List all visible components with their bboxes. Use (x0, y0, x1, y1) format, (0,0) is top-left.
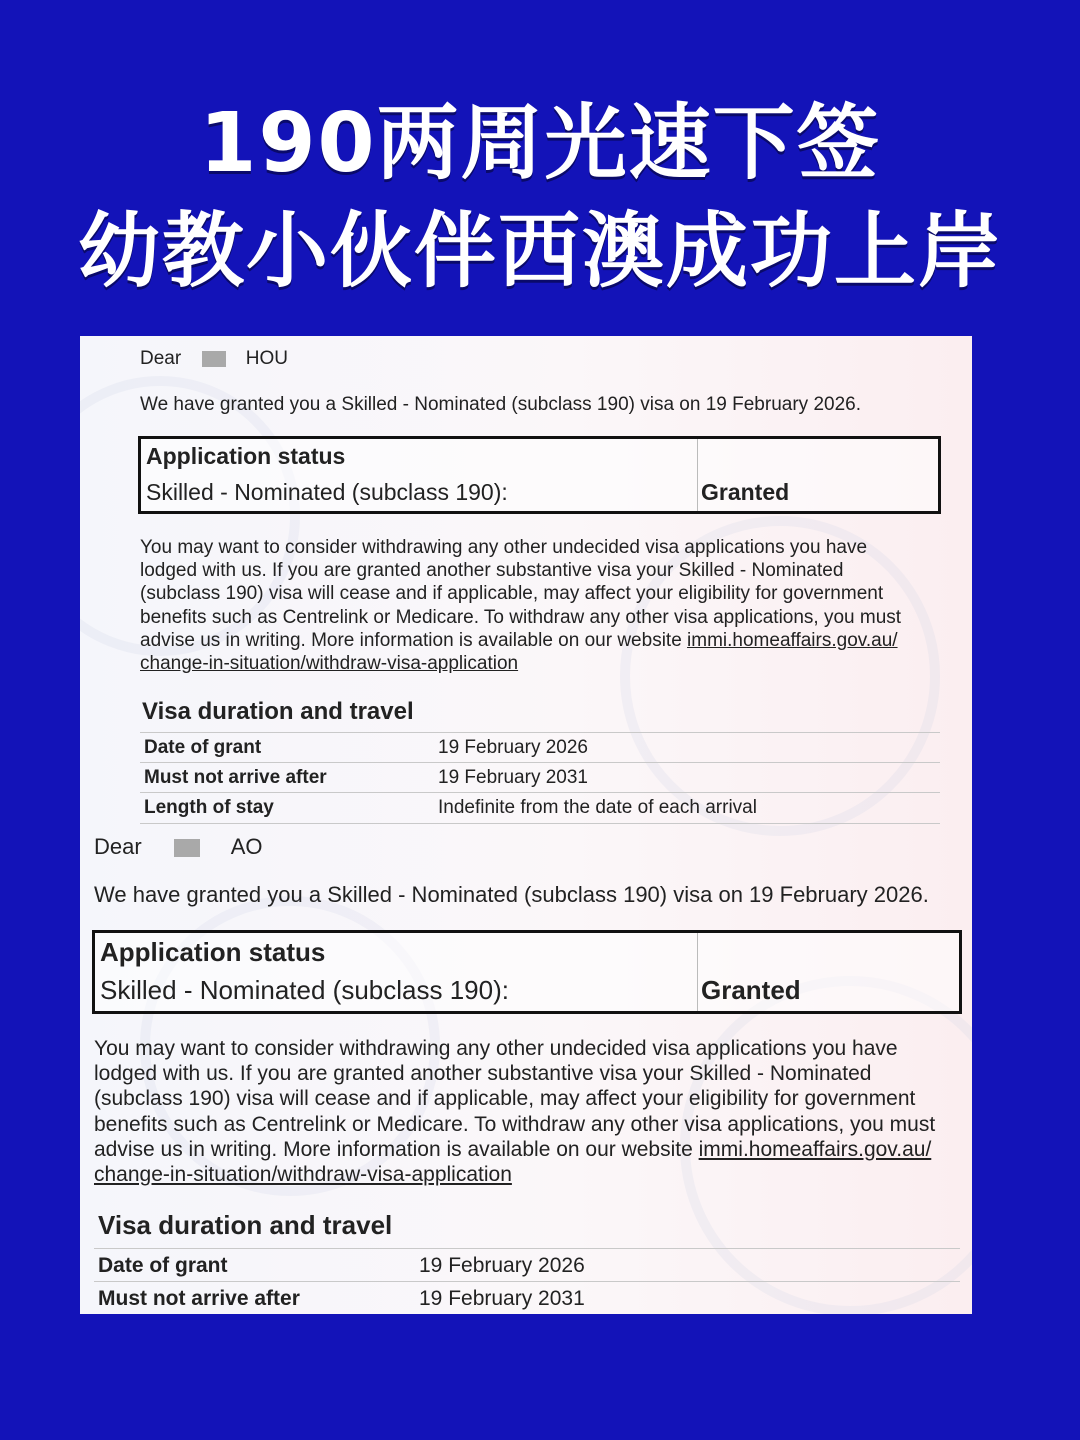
paragraph-line (94, 1137, 935, 1162)
visa-grant-document (80, 336, 972, 1314)
status-label: Skilled - Nominated (subclass 190): (100, 975, 509, 1005)
row-value: 19 February 2026 (438, 737, 588, 758)
paragraph-line (94, 1162, 935, 1187)
paragraph-line: lodged with us. If you are granted another substantive visa your Skilled - Nominated (140, 560, 844, 582)
granted-sentence: We have granted you a Skilled - Nominated (subclass 190) visa on 19 February 2026. (94, 882, 929, 907)
paragraph-tail: advise us in writing. More information is available on our website (94, 1137, 699, 1161)
paragraph-line: benefits such as Centrelink or Medicare. To withdraw any other visa applications, you must (94, 1112, 936, 1136)
status-divider (697, 933, 698, 1011)
row-key: Date of grant (98, 1254, 228, 1277)
withdraw-paragraph (140, 536, 901, 675)
withdraw-link-part-2[interactable]: change-in-situation/withdraw-visa-application (94, 1163, 512, 1187)
withdraw-link-part-1[interactable]: immi.homeaffairs.gov.au/ (687, 629, 898, 651)
row-key: Date of grant (144, 737, 262, 758)
redacted-name-mask (174, 839, 200, 857)
row-key: Must not arrive after (98, 1287, 300, 1310)
paragraph-line: lodged with us. If you are granted another substantive visa your Skilled - Nominated (94, 1062, 872, 1086)
salutation (94, 834, 263, 860)
paragraph-line (140, 629, 901, 652)
redacted-name-mask (202, 351, 226, 367)
withdraw-link-part-2[interactable]: change-in-situation/withdraw-visa-application (140, 653, 519, 675)
table-row (140, 792, 940, 824)
paragraph-tail: advise us in writing. More information is available on our website (140, 629, 688, 651)
row-value: 19 February 2031 (438, 767, 588, 788)
paragraph-line (140, 652, 901, 675)
section-title-visa-duration: Visa duration and travel (142, 698, 414, 725)
section-title-visa-duration: Visa duration and travel (98, 1210, 393, 1240)
headline-line-2: 幼教小伙伴西澳成功上岸 (77, 204, 1002, 299)
application-status-box (92, 930, 962, 1014)
paragraph-line: (subclass 190) visa will cease and if applicable, may affect your eligibility for government (140, 583, 884, 605)
grant-letter-1 (80, 336, 972, 831)
paragraph-line: (subclass 190) visa will cease and if applicable, may affect your eligibility for government (94, 1087, 916, 1111)
status-value: Granted (701, 479, 790, 505)
row-value: Indefinite from the date of each arrival (438, 797, 757, 818)
row-key: Length of stay (144, 797, 274, 818)
status-value: Granted (701, 975, 801, 1005)
row-value: 19 February 2031 (419, 1287, 585, 1310)
table-row (94, 1281, 960, 1314)
grant-letter-2 (80, 826, 972, 1314)
salutation-prefix: Dear (94, 834, 142, 859)
table-row (140, 762, 940, 793)
salutation-name: HOU (245, 348, 288, 369)
paragraph-line: You may want to consider withdrawing any other undecided visa applications you have (140, 537, 868, 558)
table-row (94, 1248, 960, 1282)
salutation-name: AO (230, 834, 263, 859)
headline-line-1: 190两周光速下签 (199, 96, 881, 191)
status-title: Application status (146, 443, 346, 469)
status-title: Application status (100, 937, 326, 967)
visa-duration-table (140, 732, 940, 824)
granted-sentence: We have granted you a Skilled - Nominated (subclass 190) visa on 19 February 2026. (140, 394, 861, 415)
table-row (140, 732, 940, 763)
salutation (140, 348, 288, 370)
status-label: Skilled - Nominated (subclass 190): (146, 479, 508, 505)
paragraph-line: benefits such as Centrelink or Medicare. To withdraw any other visa applications, you must (140, 606, 902, 628)
status-divider (697, 439, 698, 511)
application-status-box (138, 436, 941, 514)
withdraw-paragraph (94, 1036, 935, 1187)
withdraw-link-part-1[interactable]: immi.homeaffairs.gov.au/ (698, 1137, 932, 1161)
row-key: Must not arrive after (144, 767, 327, 788)
paragraph-line: You may want to consider withdrawing any other undecided visa applications you have (94, 1037, 898, 1060)
visa-duration-table (94, 1248, 960, 1314)
salutation-prefix: Dear (140, 348, 182, 369)
row-value: 19 February 2026 (419, 1254, 585, 1277)
